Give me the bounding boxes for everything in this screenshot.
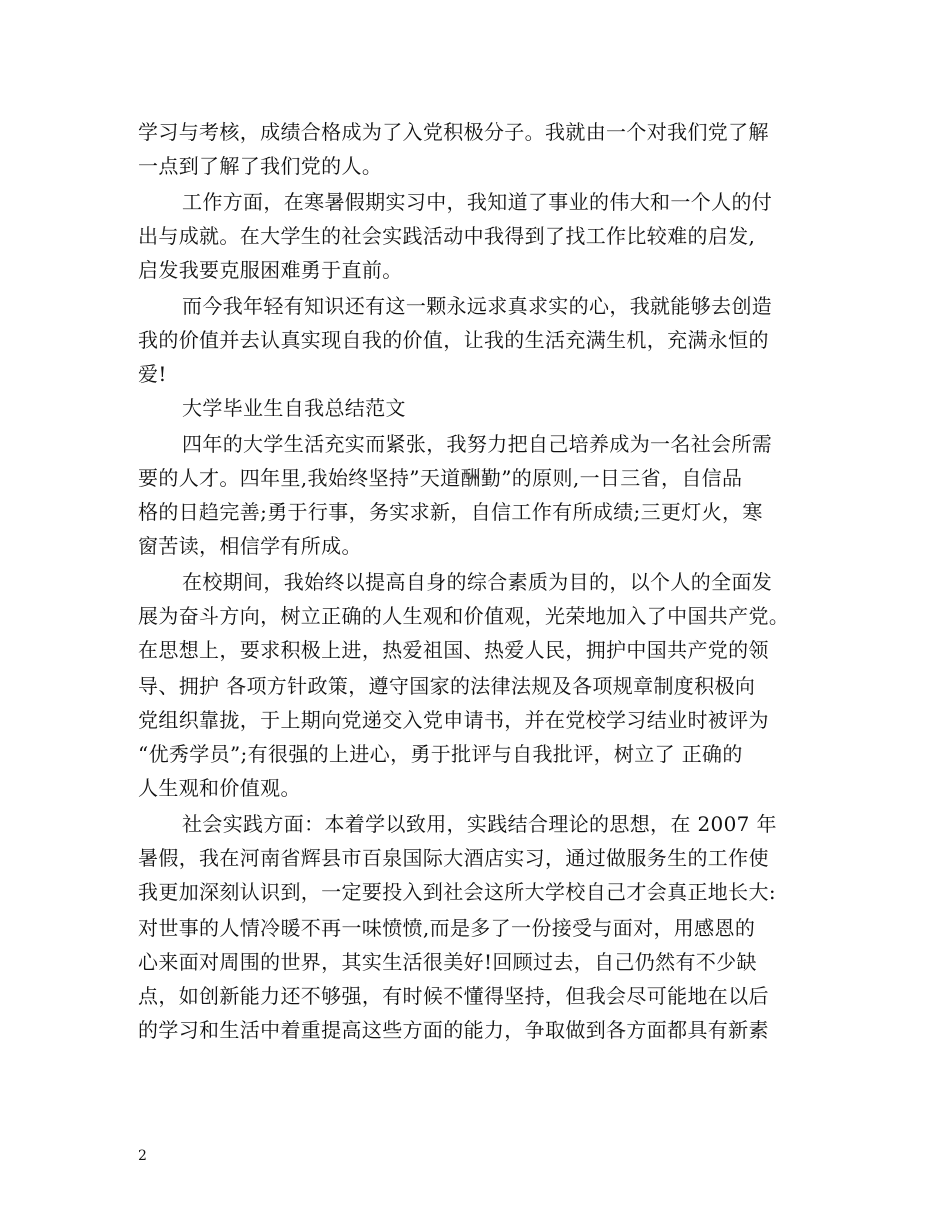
text-line: 窗苦读，相信学有所成。 (138, 534, 362, 558)
text-line: 展为奋斗方向，树立正确的人生观和价值观，光荣地加入了中国共产党。 (138, 604, 790, 628)
text-line: 我更加深刻认识到，一定要投入到社会这所大学校自己才会真正地长大: (138, 880, 776, 904)
text-line: 学习与考核，成绩合格成为了入党积极分子。我就由一个对我们党了解 (138, 120, 769, 144)
text-line: 的学习和生活中着重提高这些方面的能力，争取做到各方面都具有新素 (138, 1018, 769, 1042)
text-line: 对世事的人情冷暖不再一味愤愤,而是多了一份接受与面对，用感恩的 (138, 916, 756, 940)
text-line: 格的日趋完善;勇于行事，务实求新，自信工作有所成绩;三更灯火，寒 (138, 500, 763, 524)
section-heading: 大学毕业生自我总结范文 (182, 396, 406, 420)
text-line: 一点到了解了我们党的人。 (138, 154, 383, 178)
text-line: 出与成就。在大学生的社会实践活动中我得到了找工作比较难的启发, (138, 224, 756, 248)
text-line: “优秀学员”;有很强的上进心，勇于批评与自我批评，树立了 正确的 (138, 742, 743, 766)
paragraph-start-line: 在校期间，我始终以提高自身的综合素质为目的，以个人的全面发 (182, 570, 773, 594)
paragraph-start-line: 社会实践方面：本着学以致用，实践结合理论的思想，在 2007 年 (182, 812, 777, 836)
paragraph-start-line: 而今我年轻有知识还有这一颗永远求真求实的心，我就能够去创造 (182, 294, 773, 318)
text-line: 暑假，我在河南省辉县市百泉国际大酒店实习，通过做服务生的工作使 (138, 846, 769, 870)
paragraph-start-line: 工作方面，在寒暑假期实习中，我知道了事业的伟大和一个人的付 (182, 190, 773, 214)
text-line: 我的价值并去认真实现自我的价值，让我的生活充满生机，充满永恒的 (138, 328, 769, 352)
text-line: 心来面对周围的世界，其实生活很美好!回顾过去，自己仍然有不少缺 (138, 950, 757, 974)
text-line: 点，如创新能力还不够强，有时候不懂得坚持，但我会尽可能地在以后 (138, 984, 769, 1008)
text-line: 要的人才。四年里,我始终坚持”天道酬勤”的原则,一日三省，自信品 (138, 466, 743, 490)
text-line: 启发我要克服困难勇于直前。 (138, 258, 403, 282)
page-number: 2 (138, 1148, 147, 1164)
text-line: 爱! (138, 362, 167, 386)
text-line: 在思想上，要求积极上进，热爱祖国、热爱人民，拥护中国共产党的领 (138, 638, 769, 662)
paragraph-start-line: 四年的大学生活充实而紧张，我努力把自己培养成为一名社会所需 (182, 432, 773, 456)
text-line: 导、拥护 各项方针政策，遵守国家的法律法规及各项规章制度积极向 (138, 674, 756, 698)
text-line: 人生观和价值观。 (138, 776, 301, 800)
text-line: 党组织靠拢，于上期向党递交入党申请书，并在党校学习结业时被评为 (138, 708, 769, 732)
